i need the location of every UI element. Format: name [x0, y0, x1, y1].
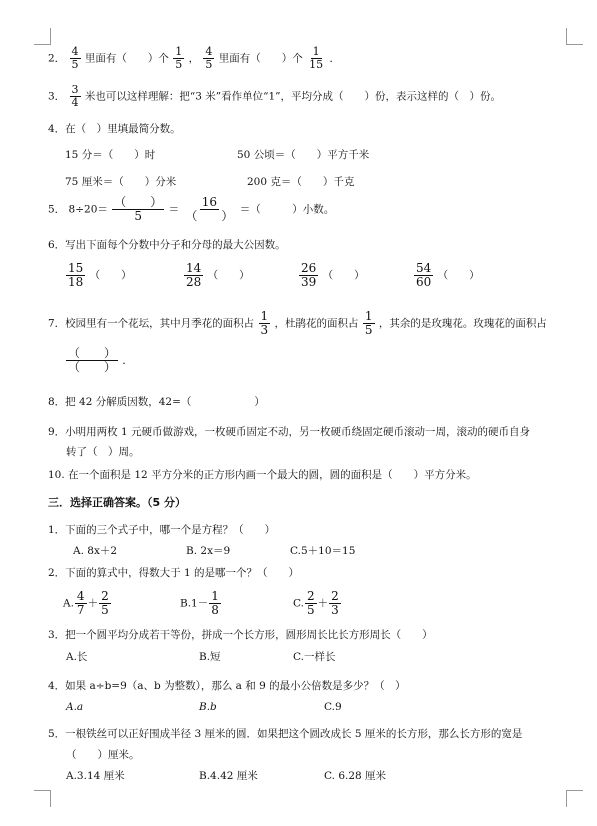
- c5-option-a: A.3.14 厘米: [66, 770, 125, 782]
- fraction-denominator: 5: [175, 58, 183, 71]
- question-5: [48, 196, 334, 223]
- fraction-numerator: 15: [68, 261, 84, 275]
- fraction-denominator-blank: （ ）: [185, 209, 234, 223]
- q5-tail: ＝（ ）小数。: [239, 203, 335, 216]
- q6-item-3: [298, 262, 365, 289]
- fraction-denominator: 60: [416, 275, 432, 289]
- fraction-numerator: 4: [71, 45, 79, 58]
- fraction-numerator: 2: [307, 589, 315, 603]
- answer-blank: （ ）: [322, 269, 365, 282]
- question-3: [48, 84, 501, 109]
- fraction: [299, 262, 318, 289]
- fraction-numerator: 1: [260, 309, 269, 323]
- fraction-numerator: 16: [201, 195, 218, 209]
- fraction-denominator: 8: [211, 603, 219, 617]
- fraction: [305, 590, 317, 617]
- fraction-denominator: 18: [68, 275, 84, 289]
- q6-item-4: [413, 262, 480, 289]
- fraction-denominator: 5: [134, 209, 143, 223]
- fraction-denominator: 5: [307, 603, 315, 617]
- q2-text-1: 里面有（ ）个: [84, 52, 169, 65]
- question-6-title: 6．写出下面每个分数中分子和分母的最大公因数。: [48, 239, 286, 251]
- c5-option-b: B.4.42 厘米: [199, 770, 258, 782]
- q4-item-a: 15 分＝（ ）时: [65, 149, 156, 161]
- c1-option-c: C.5＋10＝15: [290, 545, 356, 557]
- q7-answer: [65, 347, 133, 374]
- question-4-title: 4．在（ ）里填最简分数。: [48, 123, 181, 135]
- q5-lead: 8÷20＝: [68, 203, 108, 216]
- c3-option-c: C.一样长: [293, 651, 336, 663]
- question-8: 8．把 42 分解质因数，42=（ ）: [48, 396, 265, 408]
- fraction: [70, 84, 81, 109]
- choice-question-5-line-2: （ ）厘米。: [66, 749, 140, 761]
- q4-item-d: 200 克＝（ ）千克: [247, 176, 355, 188]
- fraction-numerator: 2: [101, 589, 109, 603]
- operator: ＋: [317, 597, 329, 610]
- fraction-denominator: 15: [309, 58, 324, 71]
- q5-number: 5．: [48, 203, 66, 216]
- fraction-numerator: 1: [312, 45, 320, 58]
- crop-mark-bottom-left: [34, 790, 51, 807]
- q7-end: ．: [122, 354, 133, 367]
- c2-option-c: [293, 590, 342, 617]
- fraction-numerator: 54: [416, 261, 432, 275]
- c3-option-b: B.短: [199, 651, 221, 663]
- fraction-denominator: 39: [301, 275, 317, 289]
- q3-text: 米也可以这样理解：把“3 米”看作单位“1”，平均分成（ ）份，表示这样的（ ）份。: [84, 90, 502, 103]
- q7-text-1: 7．校园里有一个花坛，其中月季花的面积占: [48, 317, 255, 330]
- fraction: [66, 262, 85, 289]
- fraction-numerator: 4: [76, 589, 85, 603]
- answer-fraction: [66, 347, 118, 374]
- q2-text-4: ．: [329, 52, 340, 65]
- c5-option-c: C. 6.28 厘米: [324, 770, 387, 782]
- fraction: [414, 262, 433, 289]
- fraction-numerator: 3: [71, 83, 79, 96]
- fraction-numerator: 14: [186, 261, 202, 275]
- question-7: [48, 310, 547, 337]
- fraction: [112, 196, 164, 223]
- question-10: 10. 在一个面积是 12 平方分米的正方形内画一个最大的圆，圆的面积是（ ）平方分米。: [48, 469, 477, 481]
- fraction-denominator: 5: [71, 58, 79, 71]
- c4-option-c: C.9: [324, 701, 342, 713]
- fraction: [75, 590, 87, 617]
- fraction: [184, 262, 203, 289]
- q2-text-3: 里面有（ ）个: [218, 52, 303, 65]
- question-9-line-1: 9．小明用两枚 1 元硬币做游戏，一枚硬币固定不动，另一枚硬币绕固定硬币滚动一周，滚动的硬币自身: [48, 426, 531, 438]
- fraction-denominator-blank: （ ）: [68, 360, 117, 374]
- choice-question-3: 3．把一个圆平均分成若干等份，拼成一个长方形，圆形周长比长方形周长（ ）: [48, 629, 433, 641]
- fraction-numerator: 2: [331, 589, 339, 603]
- fraction-denominator: 5: [364, 323, 373, 337]
- fraction: [259, 310, 271, 337]
- fraction-numerator: 26: [301, 261, 317, 275]
- answer-blank: （ ）: [89, 269, 132, 282]
- fraction: [209, 590, 221, 617]
- fraction: [183, 196, 235, 223]
- fraction: [203, 46, 214, 71]
- fraction-numerator: 4: [205, 45, 213, 58]
- c2-option-b: [180, 590, 222, 617]
- fraction: [70, 46, 81, 71]
- c2-option-a: [63, 590, 112, 617]
- option-prefix: A.: [63, 597, 74, 610]
- q4-item-b: 50 公顷＝（ ）平方千米: [237, 149, 370, 161]
- fraction-denominator: 5: [205, 58, 213, 71]
- q7-text-3: ，其余的是玫瑰花。玫瑰花的面积占: [378, 317, 547, 330]
- operator: ＋: [87, 597, 99, 610]
- c4-option-a: A.a: [66, 701, 84, 713]
- q5-equals: ＝: [168, 203, 180, 216]
- fraction-numerator: 1: [211, 589, 219, 603]
- question-2: [48, 46, 340, 71]
- q6-item-2: [183, 262, 250, 289]
- q4-item-c: 75 厘米＝（ ）分米: [65, 176, 177, 188]
- q7-text-2: ，杜鹃花的面积占: [274, 317, 359, 330]
- choice-question-4: 4．如果 a÷b=9（a、b 为整数），那么 a 和 9 的最小公倍数是多少？（ ）: [48, 680, 406, 692]
- fraction: [329, 590, 341, 617]
- choice-question-2: 2．下面的算式中，得数大于 1 的是哪一个？（ ）: [48, 567, 300, 579]
- fraction-denominator: 3: [260, 323, 269, 337]
- fraction: [99, 590, 111, 617]
- fraction-denominator: 28: [186, 275, 202, 289]
- fraction: [363, 310, 375, 337]
- q2-number: 2．: [48, 52, 66, 65]
- fraction-denominator: 5: [101, 603, 109, 617]
- answer-blank: （ ）: [437, 269, 480, 282]
- q2-text-2: ，: [188, 52, 200, 65]
- fraction: [307, 46, 325, 71]
- crop-mark-top-left: [34, 28, 51, 45]
- fraction-numerator: 1: [175, 45, 183, 58]
- fraction-denominator: 3: [331, 603, 339, 617]
- q6-item-1: [65, 262, 132, 289]
- choice-question-5-line-1: 5．一根铁丝可以正好围成半径 3 厘米的圆．如果把这个圆改成长 5 厘米的长方形，那么长方形的宽是: [48, 728, 523, 740]
- c1-option-b: B. 2x＝9: [186, 545, 231, 557]
- crop-mark-top-right: [566, 28, 583, 45]
- c1-option-a: A. 8x＋2: [73, 545, 118, 557]
- q3-number: 3．: [48, 90, 66, 103]
- fraction-denominator: 4: [71, 96, 79, 109]
- c4-option-b: B.b: [199, 701, 217, 713]
- fraction-numerator: 1: [364, 309, 373, 323]
- option-prefix: B.1－: [180, 597, 209, 610]
- section-3-title: 三．选择正确答案。（5 分）: [48, 496, 186, 509]
- option-prefix: C.: [293, 597, 304, 610]
- fraction-numerator-blank: （ ）: [114, 195, 163, 209]
- question-9-line-2: 转了（ ）周。: [66, 446, 140, 458]
- choice-question-1: 1．下面的三个式子中，哪一个是方程？（ ）: [48, 524, 276, 536]
- fraction-numerator-blank: （ ）: [68, 346, 117, 360]
- fraction: [173, 46, 184, 71]
- crop-mark-bottom-right: [566, 790, 583, 807]
- fraction-denominator: 7: [76, 603, 85, 617]
- c3-option-a: A.长: [66, 651, 88, 663]
- answer-blank: （ ）: [207, 269, 250, 282]
